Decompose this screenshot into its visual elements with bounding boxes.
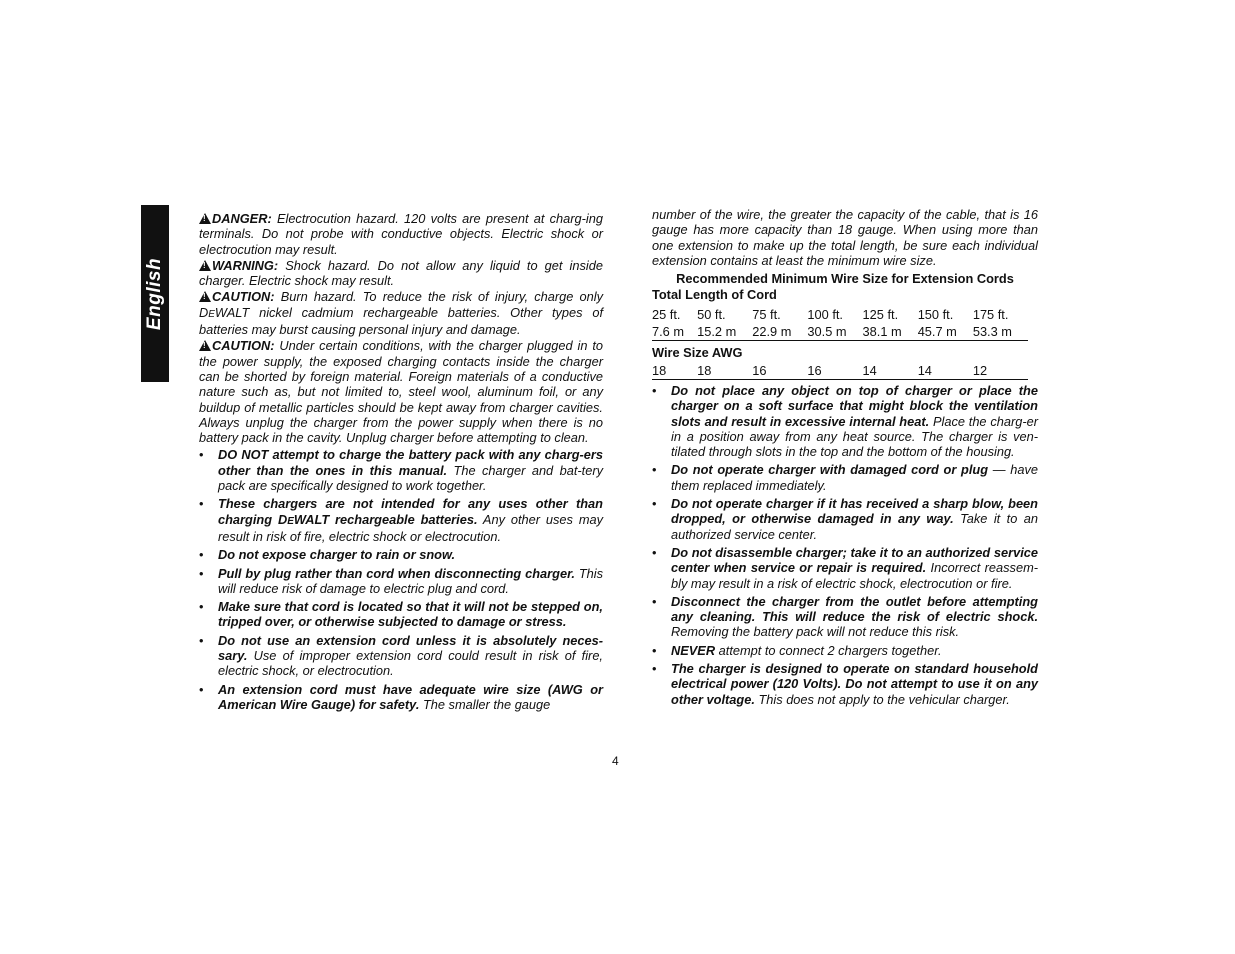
table-row: Wire Size AWG — [652, 345, 743, 361]
warning-triangle-icon — [199, 340, 211, 351]
left-bullet-list — [199, 447, 603, 712]
list-item: • NEVER attempt to connect 2 chargers together. — [652, 643, 1038, 658]
warning-triangle-icon — [199, 260, 211, 271]
list-item: • An extension cord must have adequate wire size (AWG or American Wire Gauge) for safety. The smaller the gauge — [199, 682, 603, 713]
burn-caution: !CAUTION: Burn hazard. To reduce the risk of injury, charge only DEWALT nickel cadmium rechargeable batteries. Other types of batteries may burst causing personal injury and damage. — [199, 289, 603, 337]
danger-warning: !DANGER: Electrocution hazard. 120 volts are present at charg-ing terminals. Do not probe with conductive objects. Electric shock or electrocution may result. — [199, 211, 603, 257]
list-item: • The charger is designed to operate on standard household electrical power (120 Volts). Do not attempt to use it on any other voltage. This does not apply to the vehicular charger. — [652, 661, 1038, 707]
list-item: • Pull by plug rather than cord when disconnecting charger. This will reduce risk of damage to electric plug and cord. — [199, 566, 603, 597]
right-column — [652, 207, 1038, 710]
list-item: • Do not operate charger with damaged cord or plug — have them replaced immediately. — [652, 462, 1038, 493]
shock-warning: !WARNING: Shock hazard. Do not allow any liquid to get inside charger. Electric shock may result. — [199, 258, 603, 289]
list-item: • Do not disassemble charger; take it to an authorized service center when service or repair is required. Incorrect reassem-bly may result in a risk of electric shock, electrocution or fire. — [652, 545, 1038, 591]
list-item: • Make sure that cord is located so that it will not be stepped on, tripped over, or otherwise subjected to damage or stress. — [199, 599, 603, 630]
left-column — [199, 211, 603, 715]
warning-triangle-icon — [199, 213, 211, 224]
table-row: 25 ft. 50 ft. 75 ft. 100 ft. 125 ft. 150 ft. 175 ft. — [652, 306, 1009, 322]
list-item: • Do not place any object on top of charger or place the charger on a soft surface that might block the ventilation slots and result in excessive internal heat. Place the charg-er in a position away from any heat source. The charger is ven-tilated through slots in the top and the bottom of the housing. — [652, 383, 1038, 459]
continuation-paragraph: number of the wire, the greater the capacity of the cable, that is 16 gauge has more capacity than 18 gauge. When using more than one extension to make up the total length, be sure each individual extension contains at least the minimum wire size. — [652, 207, 1038, 268]
brand-name: DEWALT — [199, 304, 250, 320]
right-bullet-list — [652, 383, 1038, 707]
language-tab — [141, 205, 169, 382]
wire-size-table — [652, 306, 1028, 380]
table-row: 18 18 16 16 14 14 12 — [652, 362, 1028, 380]
warning-triangle-icon — [199, 291, 211, 302]
list-item: • Do not use an extension cord unless it is absolutely neces-sary. Use of improper extension cord could result in risk of fire, electric shock, or electrocution. — [199, 633, 603, 679]
list-item: • DO NOT attempt to charge the battery pack with any charg-ers other than the ones in this manual. The charger and bat-tery pack are specifically designed to work together. — [199, 447, 603, 493]
list-item: • These chargers are not intended for any uses other than charging DEWALT rechargeable batteries. Any other uses may result in risk of fire, electric shock or electrocution. — [199, 496, 603, 544]
list-item: • Do not operate charger if it has received a sharp blow, been dropped, or otherwise damaged in any way. Take it to an authorized service center. — [652, 496, 1038, 542]
list-item: • Disconnect the charger from the outlet before attempting any cleaning. This will reduce the risk of electric shock. Removing the battery pack will not reduce this risk. — [652, 594, 1038, 640]
list-item: • Do not expose charger to rain or snow. — [199, 547, 603, 562]
table-title: Recommended Minimum Wire Size for Extension Cords — [676, 271, 1014, 287]
page-number: 4 — [612, 754, 619, 768]
brand-name: DEWALT — [277, 511, 330, 527]
contacts-caution: !CAUTION: Under certain conditions, with the charger plugged in to the power supply, the exposed charging contacts inside the charger can be shorted by foreign material. Foreign materials of a conductive nature such as, but not limited to, steel wool, aluminum foil, or any buildup of metallic particles should be kept away from charger cavities. Always unplug the charger from the power supply when there is no battery pack in the cavity. Unplug charger before attempting to clean. — [199, 338, 603, 445]
table-row: 7.6 m 15.2 m 22.9 m 30.5 m 38.1 m 45.7 m 53.3 m — [652, 323, 1028, 341]
language-tab-label: English — [144, 257, 165, 330]
length-header: Total Length of Cord — [652, 287, 777, 303]
